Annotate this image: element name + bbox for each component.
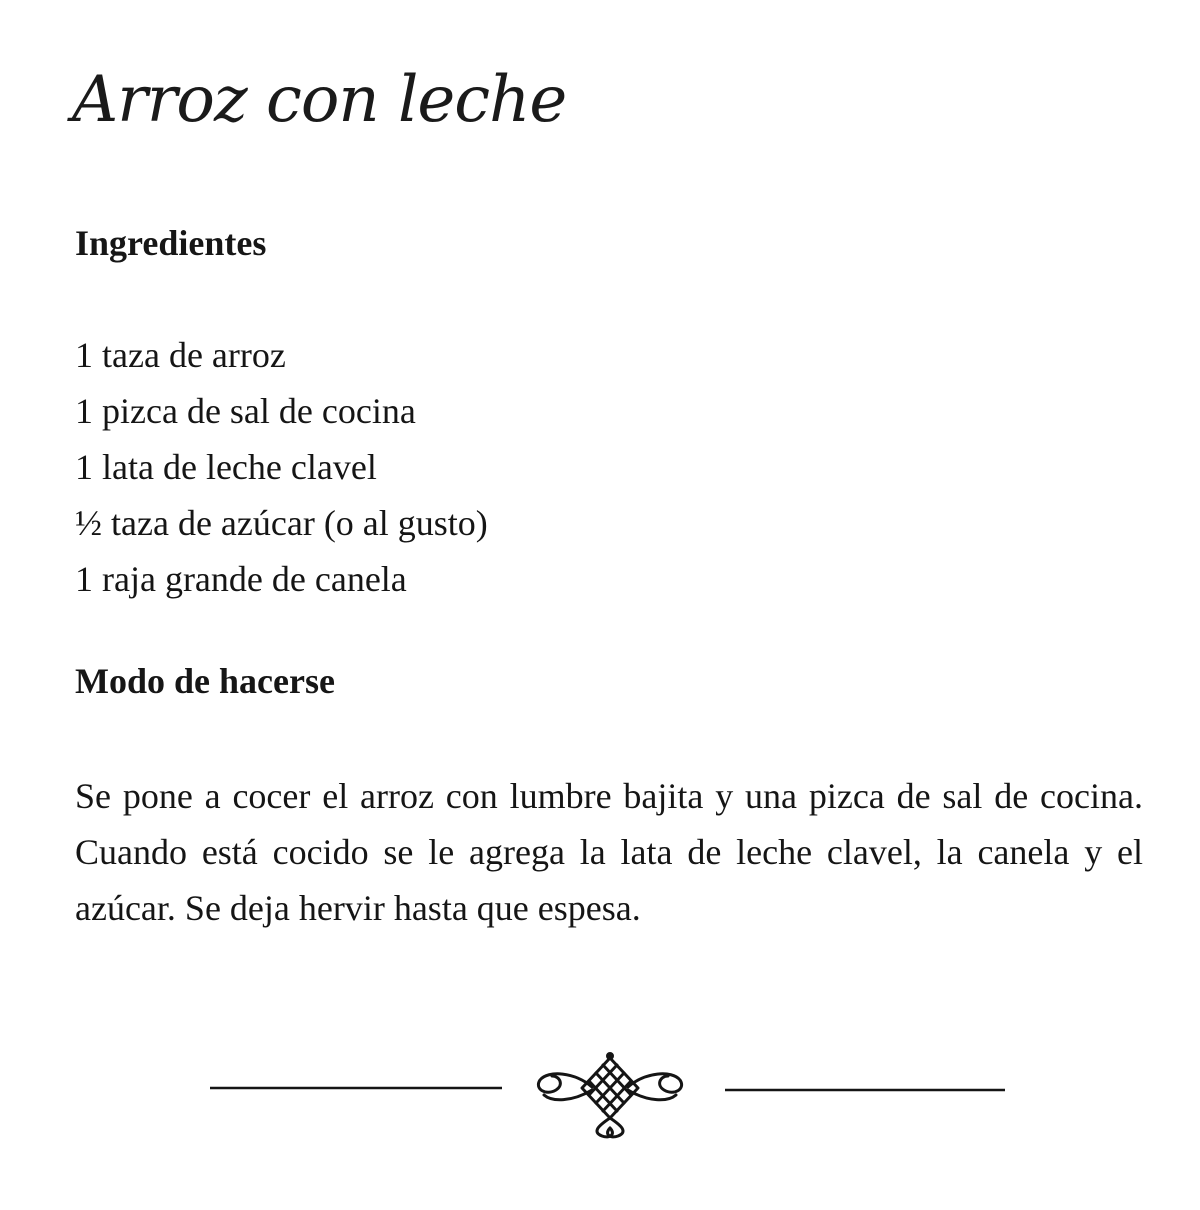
ornamental-knot-icon <box>538 1054 681 1137</box>
ingredient-item: 1 pizca de sal de cocina <box>75 391 416 431</box>
ornamental-divider <box>210 1050 1010 1140</box>
ingredient-item: 1 taza de arroz <box>75 335 286 375</box>
ingredient-item: 1 lata de leche clavel <box>75 447 377 487</box>
ingredient-list <box>75 327 488 607</box>
ingredient-item: ½ taza de azúcar (o al gusto) <box>75 503 488 543</box>
ornamental-divider-graphic <box>210 1050 1010 1140</box>
ingredient-item: 1 raja grande de canela <box>75 559 407 599</box>
recipe-title: Arroz con leche <box>72 63 567 137</box>
method-heading: Modo de hacerse <box>75 661 335 701</box>
ingredients-heading: Ingredientes <box>75 223 267 263</box>
method-text: Se pone a cocer el arroz con lumbre bajita y una pizca de sal de cocina. Cuando está cocido se le agrega la lata de leche clavel, la canela y el azúcar. Se deja hervir hasta que espesa. <box>75 776 1143 928</box>
